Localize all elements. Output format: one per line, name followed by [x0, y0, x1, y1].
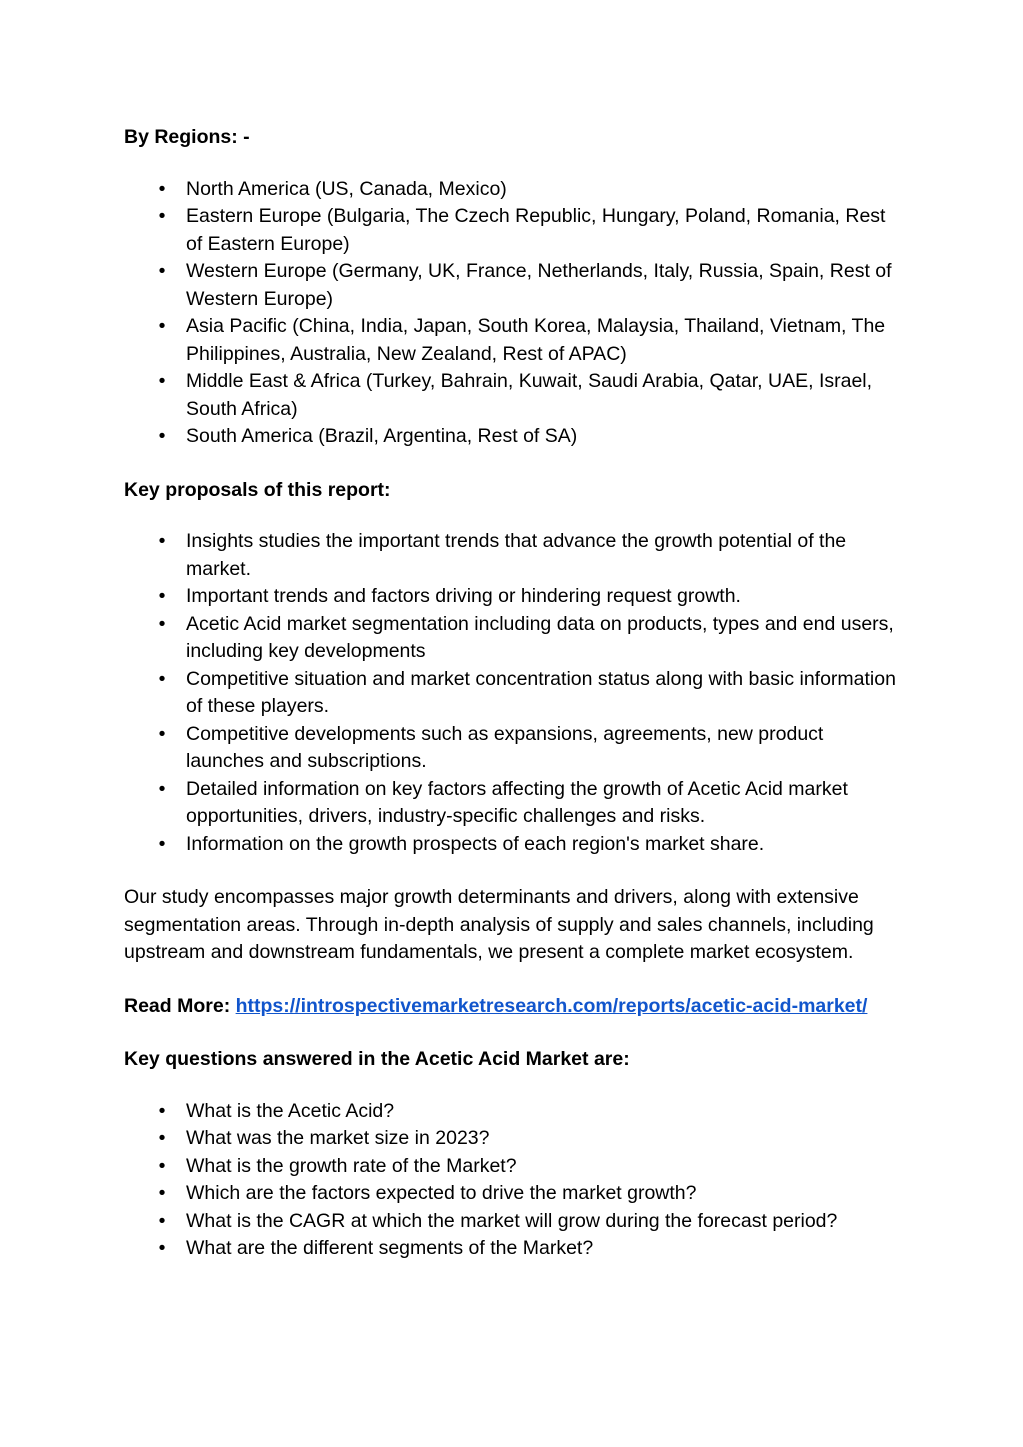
regions-heading: By Regions: - — [124, 126, 250, 148]
bullet-icon: • — [158, 667, 166, 690]
list-item — [124, 721, 904, 776]
bullet-icon: • — [158, 260, 166, 282]
bullet-icon: • — [158, 777, 166, 800]
list-item — [124, 176, 904, 204]
list-item — [124, 831, 904, 859]
list-item-text: Information on the growth prospects of each region's market share. — [186, 832, 765, 855]
list-item-text: North America (US, Canada, Mexico) — [186, 177, 507, 200]
list-item-text: Competitive situation and market concentration status along with basic information of these players. — [186, 667, 896, 717]
regions-list — [124, 176, 904, 451]
list-item — [124, 313, 904, 368]
list-item-text: Acetic Acid market segmentation including data on products, types and end users, including key developments — [186, 612, 894, 662]
list-item — [124, 368, 904, 423]
list-item — [124, 528, 904, 583]
list-item — [124, 611, 904, 666]
list-item — [124, 583, 904, 611]
bullet-icon: • — [158, 832, 166, 855]
list-item — [124, 1153, 904, 1181]
list-item — [124, 1098, 904, 1126]
list-item-text: Middle East & Africa (Turkey, Bahrain, Kuwait, Saudi Arabia, Qatar, UAE, Israel, South Africa) — [186, 370, 873, 420]
list-item-text: Detailed information on key factors affecting the growth of Acetic Acid market opportunities, drivers, industry-specific challenges and risks. — [186, 777, 848, 827]
bullet-icon: • — [158, 530, 166, 552]
list-item-text: What are the different segments of the Market? — [186, 1237, 594, 1259]
list-item — [124, 203, 904, 258]
bullet-icon: • — [158, 722, 166, 745]
list-item — [124, 776, 904, 831]
bullet-icon: • — [158, 612, 166, 635]
proposals-list — [124, 528, 904, 858]
questions-heading: Key questions answered in the Acetic Acid Market are: — [124, 1048, 630, 1070]
bullet-icon: • — [158, 1154, 166, 1177]
list-item — [124, 1180, 904, 1208]
bullet-icon: • — [158, 205, 166, 227]
list-item-text: Competitive developments such as expansions, agreements, new product launches and subscriptions. — [186, 722, 824, 772]
bullet-icon: • — [158, 425, 166, 447]
list-item — [124, 423, 904, 451]
list-item — [124, 1125, 904, 1153]
questions-list — [124, 1098, 904, 1263]
study-paragraph: Our study encompasses major growth determinants and drivers, along with extensive segmentation areas. Through in-depth analysis of supply and sales channels, including upstream and downstream fundamentals, we present a complete market ecosystem. — [124, 886, 874, 963]
list-item-text: Important trends and factors driving or hindering request growth. — [186, 585, 741, 607]
bullet-icon: • — [158, 177, 166, 200]
bullet-icon: • — [158, 1237, 166, 1259]
list-item — [124, 258, 904, 313]
list-item — [124, 1235, 904, 1263]
document-page — [124, 124, 904, 1263]
read-more-label: Read More: — [124, 994, 231, 1017]
proposals-heading: Key proposals of this report: — [124, 478, 391, 501]
bullet-icon: • — [158, 1182, 166, 1204]
list-item — [124, 1208, 904, 1236]
bullet-icon: • — [158, 1127, 166, 1149]
bullet-icon: • — [158, 370, 166, 392]
list-item-text: What is the Acetic Acid? — [186, 1099, 395, 1122]
bullet-icon: • — [158, 585, 166, 607]
list-item-text: What was the market size in 2023? — [186, 1127, 490, 1149]
bullet-icon: • — [158, 1209, 166, 1232]
list-item-text: Western Europe (Germany, UK, France, Netherlands, Italy, Russia, Spain, Rest of Western Europe) — [186, 260, 892, 310]
bullet-icon: • — [158, 315, 166, 337]
list-item-text: South America (Brazil, Argentina, Rest of SA) — [186, 425, 578, 447]
list-item-text: Which are the factors expected to drive the market growth? — [186, 1182, 697, 1204]
list-item-text: Insights studies the important trends that advance the growth potential of the market. — [186, 530, 847, 580]
read-more-line — [124, 993, 904, 1021]
read-more-link[interactable]: https://introspectivemarketresearch.com/reports/acetic-acid-market/ — [235, 994, 868, 1017]
list-item-text: What is the CAGR at which the market will grow during the forecast period? — [186, 1209, 838, 1232]
bullet-icon: • — [158, 1099, 166, 1122]
list-item-text: Eastern Europe (Bulgaria, The Czech Republic, Hungary, Poland, Romania, Rest of Eastern Europe) — [186, 205, 886, 255]
list-item-text: Asia Pacific (China, India, Japan, South Korea, Malaysia, Thailand, Vietnam, The Philippines, Australia, New Zealand, Rest of APAC) — [186, 315, 886, 365]
list-item-text: What is the growth rate of the Market? — [186, 1154, 517, 1177]
list-item — [124, 666, 904, 721]
